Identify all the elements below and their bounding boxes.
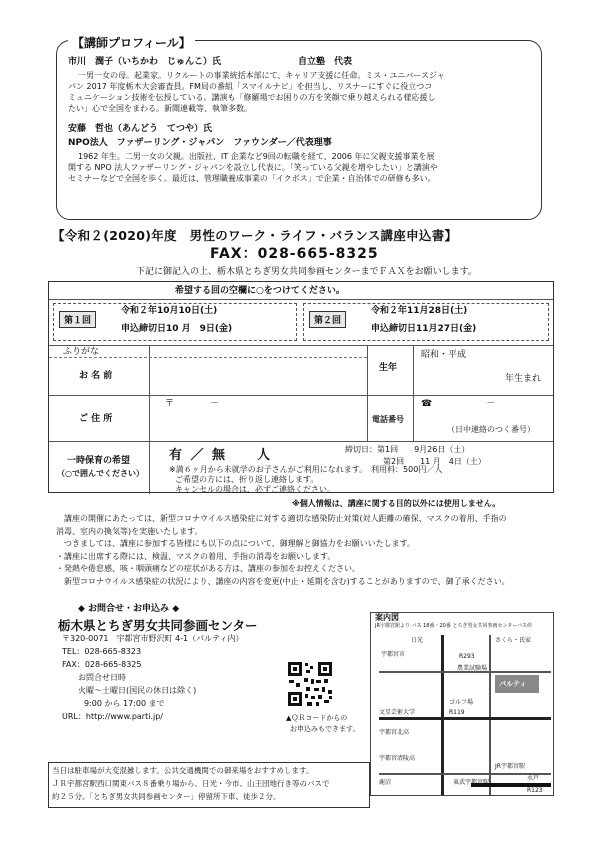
birth-label: 生年: [379, 363, 398, 373]
tel-field[interactable]: ☎ －: [421, 399, 496, 409]
session2-date: 令和２年11月28日(土): [371, 306, 468, 316]
map-label-r293: R293: [459, 653, 475, 660]
furigana-field[interactable]: [151, 346, 365, 357]
session2-deadline: 申込締切日11月27日(金): [371, 324, 477, 334]
qr-caption-1: ▲ＱＲコードからの: [286, 714, 348, 722]
privacy-note: ※個人情報は、講座に関する目的以外には使用しません。: [292, 499, 501, 508]
lecturer2-name: 安藤 哲也（あんどう てつや）氏: [68, 124, 213, 134]
lecturer2-affiliation: NPO法人 ファザーリング・ジャパン ファウンダー／代表理事: [68, 138, 332, 148]
name-field[interactable]: [151, 359, 365, 393]
session1-badge: 第１回: [59, 311, 96, 328]
lecturer1-bio: 一男一女の母。起業家。リクルートの事業統括本部にて、キャリア支援に任命。ミス・ユニバースジャ パン 2017 年度栃木大会審査員。FM局の番組「スマイルナビ」を担当し、リスナーにすぐに役立つコ ミュニケーション技術を伝授している。講演も「修羅場でお困りの方を笑顔で乗り越えられる様応援し たい」心で全国をまわる。新聞連載等、執筆多数。: [68, 71, 445, 113]
address-field[interactable]: [151, 412, 365, 438]
childcare-note-2: ご希望の方には、折り返し連絡します。: [175, 475, 319, 484]
map-label-parti: パルティ: [499, 680, 527, 688]
session1-deadline: 申込締切日10 月 9日(金): [121, 324, 233, 334]
form-fax: FAX：028-665-8325: [210, 246, 379, 262]
form-title: 【令和２(2020)年度 男性のワーク・ライフ・バランス講座申込書】: [52, 228, 458, 243]
map-label-r123: R123: [527, 787, 543, 794]
childcare-note-1: ※満６ヶ月から未就学のお子さんがご利用になれます。 利用料：500円／人: [169, 465, 443, 474]
contact-hours-time: 9:00 から 17:00 まで: [84, 699, 165, 708]
childcare-sub: （○で囲んでください）: [57, 469, 144, 478]
map-label-koko: 宇都宮北高: [379, 729, 410, 736]
childcare-label: 一時保育の希望: [67, 456, 131, 466]
map-label-utsunomiya: 宇都宮市: [381, 651, 406, 658]
contact-fax: FAX：028-665-8325: [62, 660, 142, 669]
birth-era[interactable]: 昭和・平成: [421, 350, 467, 360]
childcare-deadline-1: 締切日：第1回 9月26日（土）: [345, 445, 470, 454]
session1-date: 令和２年10月10日(土): [121, 306, 218, 316]
map-label-bunsei: 文星芸術大学: [379, 709, 416, 716]
covid-notice: 講座の開催にあたっては、新型コロナウイルス感染症に対する適切な感染防止対策(対人距離の確保、マスクの着用、手指の 消毒、室内の換気等)を実施いたします。 つきましては、講座に参加する皆様にも以下の点について、御理解と御協力をお願いいたします。 ・講座に出席する際には、検温、マスクの着用、手指の消毒をお願いします。 ・発熱や倦怠感、咳・咽頭痛などの症状がある方は、講座の参加をお控えください。 新型コロナウイルス感染症の状況により、講座の内容を変更(中止・延期を含む)することがありますので、御了承ください。: [56, 514, 510, 586]
map-label-sakura: さくら・氏家: [495, 637, 532, 644]
map-title: 案内図: [375, 613, 399, 622]
contact-org: 栃木県とちぎ男女共同参画センター: [58, 618, 258, 633]
tel-label: 電話番号: [372, 415, 404, 424]
map-label-tobu-station: 東武宇都宮駅: [453, 779, 490, 786]
address-label: ご 住 所: [79, 414, 113, 424]
contact-address: 〒320-0071 宇都宮市野沢町 4-1（パルティ内）: [62, 634, 244, 643]
select-session-header: 希望する回の空欄に○をつけてください。: [175, 286, 345, 296]
profile-heading: 【講師プロフィール】: [68, 34, 195, 51]
childcare-deadline-2: 第2回 11 月 4日（土）: [383, 457, 486, 466]
lecturer2-bio: 1962 年生。二男一女の父親。出版社、IT 企業など9回の転職を経て、2006 年に父親支援事業を展 開する NPO 法人ファザーリング・ジャパンを設立し代表に。「笑っている父親を増やしたい」と講演や セミナーなどで全国を歩く。最近は、管理職養成事業の「イクボス」で企業・自治体での研修も多い。: [68, 152, 438, 183]
qr-code-icon[interactable]: [286, 660, 334, 708]
birth-year-suffix: 年生まれ: [505, 374, 542, 384]
map-bus-note: JR宇都宮駅より バス 18番・20番 とちぎ男女共同参画センターバス停: [375, 623, 532, 629]
tel-note: （日中連絡のつく番号）: [447, 425, 535, 434]
furigana-label: ふりがな: [63, 347, 100, 357]
access-map: [370, 612, 554, 796]
contact-tel[interactable]: TEL：028-665-8323: [62, 647, 142, 656]
map-label-nikko: 日光: [411, 637, 424, 644]
contact-heading: ◆ お問合せ・お申込み ◆: [78, 604, 180, 614]
map-label-kanuma: 鹿沼: [379, 779, 392, 786]
contact-hours-days: 火曜～土曜日(国民の休日は除く): [78, 686, 197, 695]
childcare-note-3: キャンセルの場合は、必ずご連絡ください。: [175, 485, 335, 494]
map-label-golf: ゴルフ場: [449, 699, 474, 706]
session2-badge: 第２回: [309, 311, 346, 328]
qr-caption-2: お申込みもできます。: [290, 725, 360, 733]
map-label-r119: R119: [449, 709, 465, 716]
map-label-mito: 水戸: [527, 775, 540, 782]
application-form: [48, 281, 554, 493]
form-instruction: 下記に御記入の上、栃木県とちぎ男女共同参画センターまでＦＡＸをお願いします。: [136, 267, 477, 277]
postal-code-field[interactable]: 〒 －: [165, 399, 220, 409]
name-label: お 名 前: [79, 371, 113, 381]
contact-url[interactable]: URL：http://www.parti.jp/: [62, 712, 163, 721]
map-label-seiryo: 宇都宮清陵高: [379, 755, 416, 762]
contact-hours-label: お問合せ日時: [78, 673, 126, 682]
childcare-options[interactable]: 有 ／ 無 人: [169, 448, 273, 463]
map-label-nogyo: 農業試験場: [457, 665, 488, 672]
lecturer1-affiliation: 自立塾 代表: [298, 57, 353, 67]
lecturer1-name: 市川 潤子（いちかわ じゅんこ）氏: [68, 57, 222, 67]
map-label-jr-station: JR宇都宮駅: [495, 763, 525, 770]
access-note: 当日は駐車場が大変混雑します。公共交通機関での御来場をおすすめします。 ＪＲ宇都宮駅西口関東バス８番乗り場から、日光・今市、山王団地行き等のバスで 約２５分。「とちぎ男女共同参画センター」停留所下車、徒歩２分。: [52, 766, 330, 801]
